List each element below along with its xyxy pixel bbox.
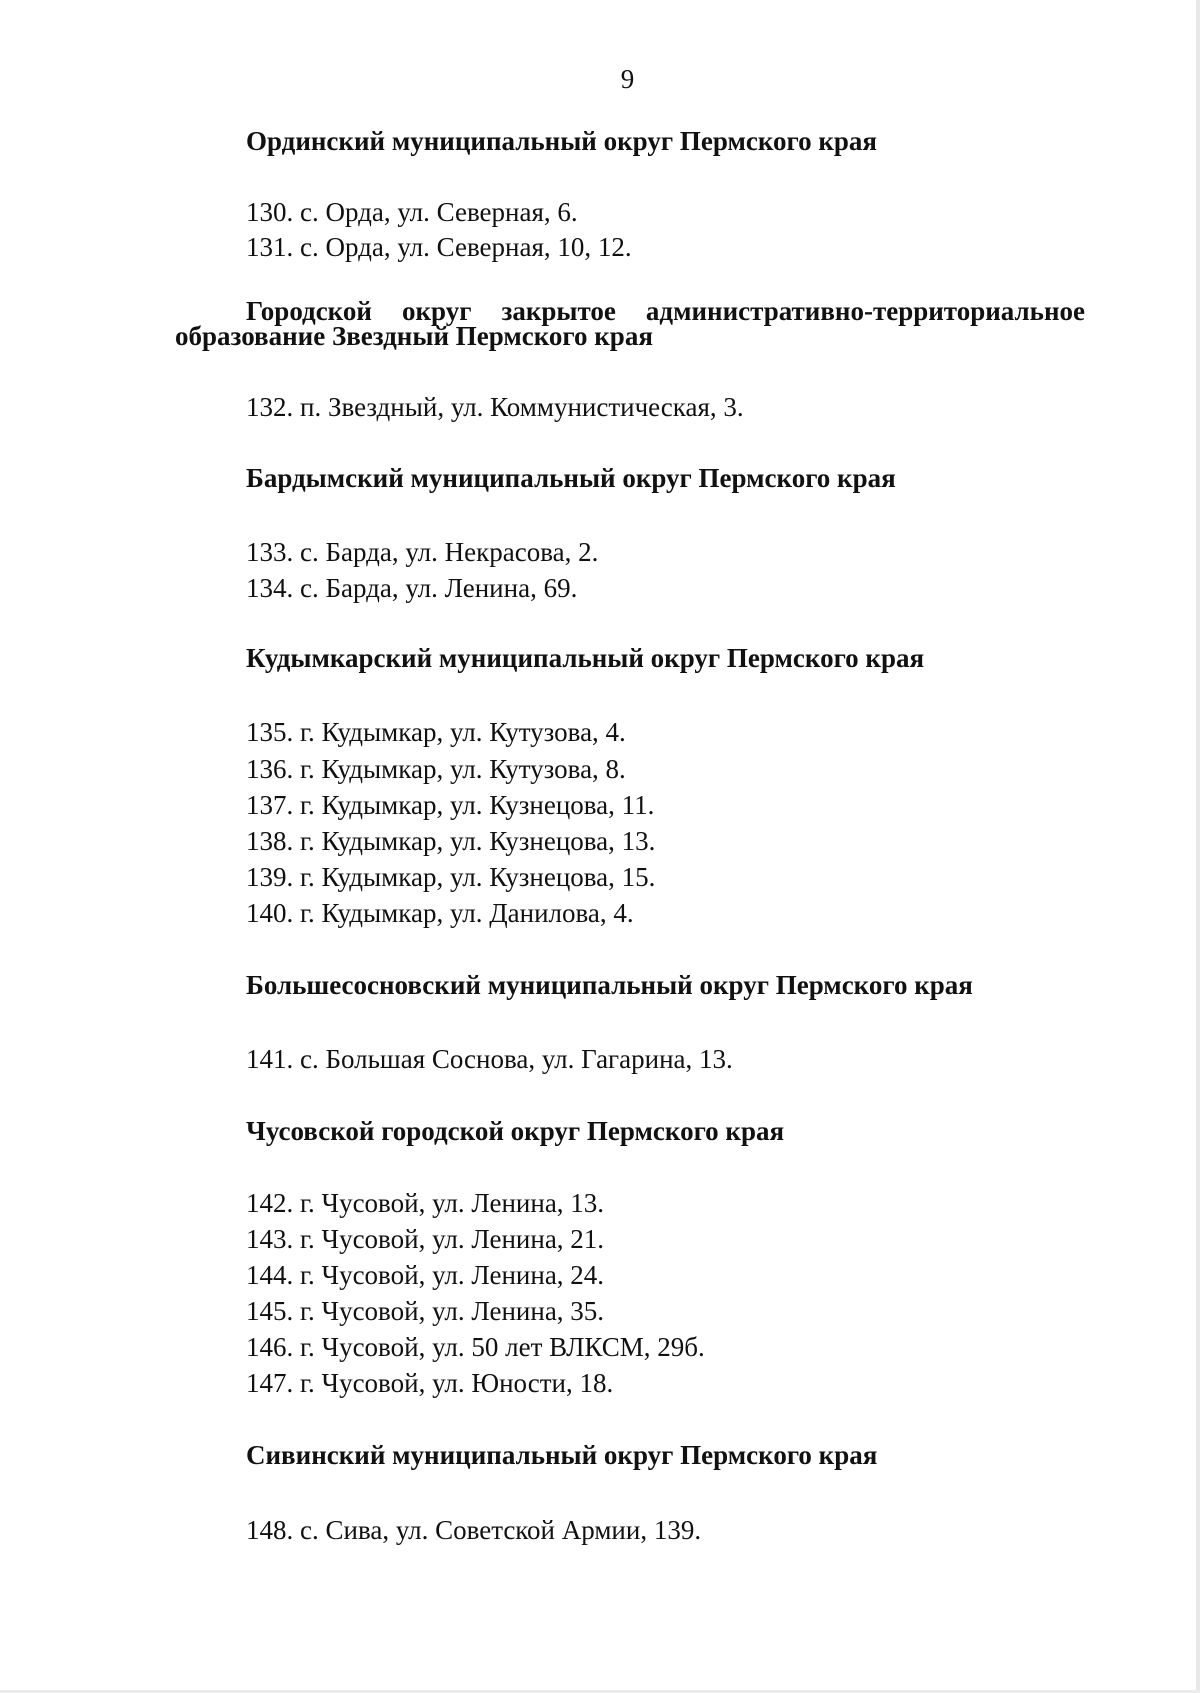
- list-item: 143. г. Чусовой, ул. Ленина, 21.: [246, 1224, 605, 1254]
- section-heading-orda: Ординский муниципальный округ Пермского края: [246, 126, 878, 156]
- list-item: 137. г. Кудымкар, ул. Кузнецова, 11.: [246, 790, 655, 820]
- list-item: 145. г. Чусовой, ул. Ленина, 35.: [246, 1296, 605, 1326]
- page-number: 9: [620, 64, 635, 94]
- section-heading-zvezdny: [175, 296, 1085, 351]
- section-heading-line-2: образование Звездный Пермского края: [175, 321, 653, 351]
- section-heading-bolshaya-sosnova: Большесосновский муниципальный округ Пермского края: [246, 970, 973, 1000]
- list-item: 136. г. Кудымкар, ул. Кутузова, 8.: [246, 754, 626, 784]
- list-item: 148. с. Сива, ул. Советской Армии, 139.: [246, 1515, 702, 1545]
- section-heading-chusovoy: Чусовской городской округ Пермского края: [246, 1116, 785, 1146]
- list-item: 138. г. Кудымкар, ул. Кузнецова, 13.: [246, 826, 656, 856]
- section-heading-line-1: Городской округ закрытое административно-территориальное: [246, 296, 1085, 326]
- section-heading-kudymkar: Кудымкарский муниципальный округ Пермского края: [246, 643, 925, 673]
- list-item: 135. г. Кудымкар, ул. Кутузова, 4.: [246, 717, 626, 747]
- list-item: 134. с. Барда, ул. Ленина, 69.: [246, 573, 578, 603]
- list-item: 146. г. Чусовой, ул. 50 лет ВЛКСМ, 29б.: [246, 1332, 705, 1362]
- list-item: 141. с. Большая Соснова, ул. Гагарина, 13.: [246, 1044, 733, 1074]
- list-item: 139. г. Кудымкар, ул. Кузнецова, 15.: [246, 862, 656, 892]
- list-item: 133. с. Барда, ул. Некрасова, 2.: [246, 537, 599, 567]
- list-item: 140. г. Кудымкар, ул. Данилова, 4.: [246, 898, 634, 928]
- section-heading-barda: Бардымский муниципальный округ Пермского края: [246, 463, 896, 493]
- list-item: 131. с. Орда, ул. Северная, 10, 12.: [246, 232, 632, 262]
- list-item: 144. г. Чусовой, ул. Ленина, 24.: [246, 1260, 605, 1290]
- list-item: 147. г. Чусовой, ул. Юности, 18.: [246, 1368, 614, 1398]
- list-item: 132. п. Звездный, ул. Коммунистическая, 3.: [246, 392, 744, 422]
- list-item: 130. с. Орда, ул. Северная, 6.: [246, 197, 578, 227]
- scan-edge-right: [1196, 0, 1200, 1693]
- list-item: 142. г. Чусовой, ул. Ленина, 13.: [246, 1188, 605, 1218]
- section-heading-siva: Сивинский муниципальный округ Пермского края: [246, 1440, 878, 1470]
